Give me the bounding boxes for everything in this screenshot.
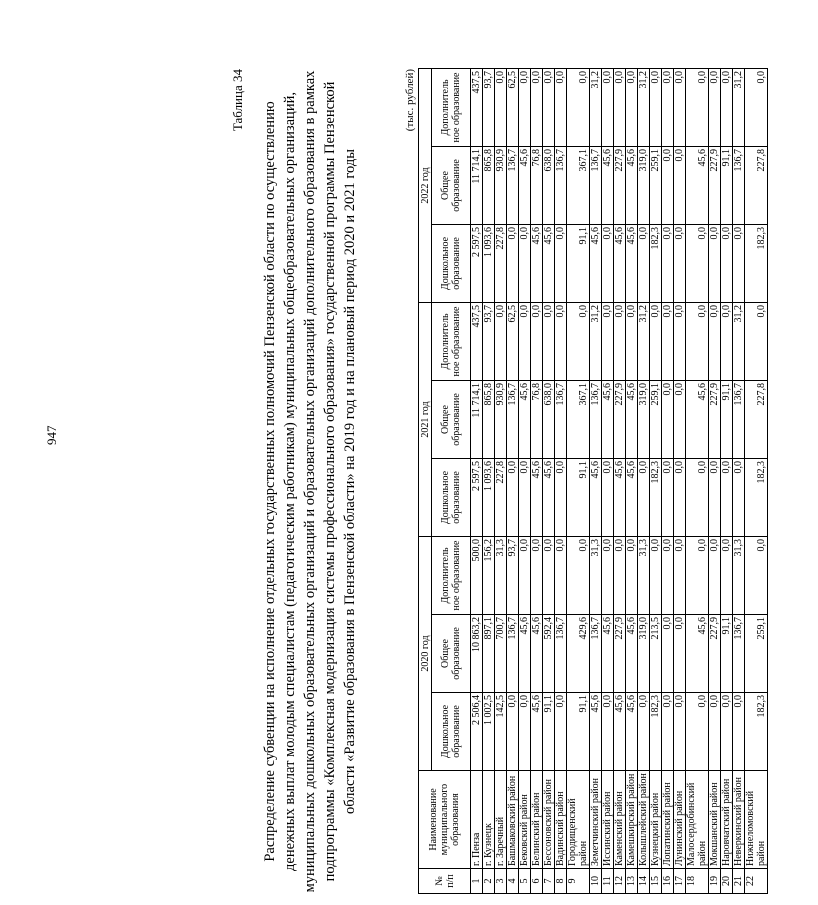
value-cell: 0,0 — [602, 537, 614, 615]
value-cell: 227,8 — [495, 459, 507, 537]
table-row — [567, 69, 590, 894]
value-cell: 91,1 — [567, 693, 590, 771]
row-number: 1 — [471, 869, 483, 894]
header-num: № п/п — [419, 869, 471, 894]
value-cell: 0,0 — [602, 459, 614, 537]
value-cell: 0,0 — [519, 225, 531, 303]
header-general: Общее образование — [432, 615, 471, 693]
value-cell: 0,0 — [662, 537, 674, 615]
value-cell: 45,6 — [531, 615, 543, 693]
table-row — [650, 69, 662, 894]
document-title: Распределение субвенции на исполнение отдельных государственных полномочий Пензенской области по осуществлению денежных выплат молодым специалистам (педагогическим работникам) муниципальных общеобразовательных организаций, муниципальных дошкольных образовательных организаций и образовательных организаций дополнительного образования в рамках подпрограммы «Комплексная модернизация системы профессионального образования» государственной программы Пензенской области «Развитие образования в Пензенской области» на 2019 год и на плановый период 2020 и 2021 годы — [262, 70, 358, 893]
value-cell: 136,7 — [733, 147, 745, 225]
value-cell: 136,7 — [555, 147, 567, 225]
rotated-page-content — [230, 69, 818, 894]
header-preschool: Дошкольное образование — [432, 225, 471, 303]
value-cell: 0,0 — [614, 69, 626, 147]
value-cell: 865,8 — [483, 381, 495, 459]
value-cell: 227,8 — [745, 147, 768, 225]
value-cell: 93,7 — [483, 303, 495, 381]
value-cell: 93,7 — [483, 69, 495, 147]
row-number: 17 — [674, 869, 686, 894]
value-cell: 0,0 — [531, 537, 543, 615]
value-cell: 0,0 — [519, 69, 531, 147]
value-cell: 0,0 — [555, 225, 567, 303]
value-cell: 91,1 — [567, 225, 590, 303]
value-cell: 136,7 — [507, 381, 519, 459]
value-cell: 0,0 — [555, 537, 567, 615]
value-cell: 0,0 — [531, 69, 543, 147]
value-cell: 259,1 — [745, 615, 768, 693]
value-cell: 0,0 — [662, 225, 674, 303]
value-cell: 45,6 — [519, 615, 531, 693]
value-cell: 0,0 — [555, 69, 567, 147]
value-cell: 1 093,6 — [483, 459, 495, 537]
value-cell: 45,6 — [519, 147, 531, 225]
value-cell: 0,0 — [662, 381, 674, 459]
value-cell: 45,6 — [614, 459, 626, 537]
row-number: 9 — [567, 869, 590, 894]
value-cell: 45,6 — [602, 615, 614, 693]
value-cell: 31,2 — [590, 69, 602, 147]
header-general: Общее образование — [432, 381, 471, 459]
value-cell: 0,0 — [686, 69, 709, 147]
value-cell: 10 863,2 — [471, 615, 483, 693]
value-cell: 0,0 — [662, 615, 674, 693]
value-cell: 0,0 — [662, 459, 674, 537]
municipality-name: Бековский район — [519, 771, 531, 869]
municipality-name: Бессоновский район — [543, 771, 555, 869]
value-cell: 0,0 — [674, 537, 686, 615]
value-cell: 0,0 — [686, 537, 709, 615]
row-number: 15 — [650, 869, 662, 894]
value-cell: 136,7 — [507, 147, 519, 225]
value-cell: 45,6 — [626, 381, 638, 459]
value-cell: 76,8 — [531, 147, 543, 225]
value-cell: 930,9 — [495, 147, 507, 225]
value-cell: 0,0 — [674, 693, 686, 771]
value-cell: 897,1 — [483, 615, 495, 693]
value-cell: 0,0 — [674, 147, 686, 225]
table-row — [733, 69, 745, 894]
value-cell: 0,0 — [650, 69, 662, 147]
value-cell: 45,6 — [686, 381, 709, 459]
value-cell: 45,6 — [531, 459, 543, 537]
value-cell: 0,0 — [555, 693, 567, 771]
table-row — [638, 69, 650, 894]
value-cell: 0,0 — [662, 147, 674, 225]
value-cell: 0,0 — [602, 69, 614, 147]
value-cell: 0,0 — [602, 225, 614, 303]
table-row — [626, 69, 638, 894]
value-cell: 45,6 — [519, 381, 531, 459]
value-cell: 0,0 — [686, 459, 709, 537]
municipality-name: Наровчатский район — [721, 771, 733, 869]
value-cell: 437,5 — [471, 69, 483, 147]
value-cell: 45,6 — [543, 459, 555, 537]
table-row — [483, 69, 495, 894]
value-cell: 31,2 — [733, 69, 745, 147]
value-cell: 259,1 — [650, 147, 662, 225]
municipality-name: Камешкирский район — [626, 771, 638, 869]
table-row — [721, 69, 733, 894]
value-cell: 227,9 — [709, 381, 721, 459]
value-cell: 0,0 — [745, 537, 768, 615]
value-cell: 0,0 — [638, 693, 650, 771]
table-row — [614, 69, 626, 894]
value-cell: 31,3 — [590, 537, 602, 615]
value-cell: 319,0 — [638, 615, 650, 693]
value-cell: 45,6 — [626, 147, 638, 225]
value-cell: 31,3 — [638, 537, 650, 615]
value-cell: 0,0 — [614, 537, 626, 615]
row-number: 8 — [555, 869, 567, 894]
value-cell: 182,3 — [745, 693, 768, 771]
value-cell: 0,0 — [626, 69, 638, 147]
value-cell: 0,0 — [650, 303, 662, 381]
table-body — [471, 69, 768, 894]
municipality-name: Белинский район — [531, 771, 543, 869]
value-cell: 45,6 — [531, 693, 543, 771]
value-cell: 227,9 — [709, 147, 721, 225]
municipality-name: Малосердобинский район — [686, 771, 709, 869]
table-row — [543, 69, 555, 894]
value-cell: 45,6 — [614, 693, 626, 771]
header-year-2020: 2020 год — [419, 537, 432, 771]
value-cell: 0,0 — [709, 303, 721, 381]
value-cell: 0,0 — [626, 303, 638, 381]
value-cell: 1 093,6 — [483, 225, 495, 303]
value-cell: 0,0 — [543, 69, 555, 147]
value-cell: 227,8 — [495, 225, 507, 303]
header-preschool: Дошкольное образование — [432, 693, 471, 771]
table-row — [686, 69, 709, 894]
municipality-name: г. Пенза — [471, 771, 483, 869]
value-cell: 0,0 — [662, 303, 674, 381]
value-cell: 0,0 — [674, 381, 686, 459]
table-row — [531, 69, 543, 894]
value-cell: 700,7 — [495, 615, 507, 693]
municipality-name: Башмаковский район — [507, 771, 519, 869]
value-cell: 0,0 — [709, 693, 721, 771]
value-cell: 76,8 — [531, 381, 543, 459]
value-cell: 0,0 — [745, 303, 768, 381]
value-cell: 0,0 — [567, 69, 590, 147]
value-cell: 0,0 — [543, 303, 555, 381]
header-year-2021: 2021 год — [419, 303, 432, 537]
value-cell: 45,6 — [686, 615, 709, 693]
header-additional: Дополнитель ное образование — [432, 69, 471, 147]
value-cell: 45,6 — [614, 225, 626, 303]
value-cell: 2 597,5 — [471, 225, 483, 303]
value-cell: 45,6 — [590, 225, 602, 303]
table-row — [471, 69, 483, 894]
value-cell: 45,6 — [626, 459, 638, 537]
value-cell: 45,6 — [626, 693, 638, 771]
header-year-2022: 2022 год — [419, 69, 432, 303]
value-cell: 0,0 — [495, 303, 507, 381]
value-cell: 429,6 — [567, 615, 590, 693]
table-row — [602, 69, 614, 894]
value-cell: 0,0 — [733, 459, 745, 537]
value-cell: 0,0 — [602, 693, 614, 771]
value-cell: 0,0 — [709, 69, 721, 147]
value-cell: 45,6 — [626, 225, 638, 303]
value-cell: 45,6 — [602, 381, 614, 459]
table-row — [674, 69, 686, 894]
value-cell: 136,7 — [507, 615, 519, 693]
value-cell: 62,5 — [507, 69, 519, 147]
value-cell: 0,0 — [721, 303, 733, 381]
value-cell: 0,0 — [567, 537, 590, 615]
header-general: Общее образование — [432, 147, 471, 225]
table-row — [519, 69, 531, 894]
value-cell: 0,0 — [721, 69, 733, 147]
value-cell: 0,0 — [674, 615, 686, 693]
value-cell: 0,0 — [507, 693, 519, 771]
value-cell: 182,3 — [650, 459, 662, 537]
value-cell: 93,7 — [507, 537, 519, 615]
value-cell: 91,1 — [721, 615, 733, 693]
value-cell: 91,1 — [567, 459, 590, 537]
row-number: 21 — [733, 869, 745, 894]
value-cell: 31,3 — [733, 537, 745, 615]
value-cell: 31,2 — [638, 303, 650, 381]
value-cell: 0,0 — [495, 69, 507, 147]
value-cell: 0,0 — [507, 225, 519, 303]
value-cell: 638,0 — [543, 381, 555, 459]
value-cell: 45,6 — [686, 147, 709, 225]
value-cell: 0,0 — [709, 537, 721, 615]
value-cell: 0,0 — [733, 225, 745, 303]
value-cell: 45,6 — [626, 615, 638, 693]
value-cell: 0,0 — [721, 693, 733, 771]
value-cell: 0,0 — [721, 459, 733, 537]
value-cell: 227,8 — [745, 381, 768, 459]
header-preschool: Дошкольное образование — [432, 459, 471, 537]
value-cell: 227,9 — [614, 147, 626, 225]
value-cell: 11 714,1 — [471, 381, 483, 459]
value-cell: 0,0 — [567, 303, 590, 381]
value-cell: 0,0 — [662, 69, 674, 147]
header-additional: Дополнитель ное образование — [432, 537, 471, 615]
municipality-name: Кузнецкий район — [650, 771, 662, 869]
value-cell: 0,0 — [745, 69, 768, 147]
value-cell: 136,7 — [590, 615, 602, 693]
row-number: 14 — [638, 869, 650, 894]
value-cell: 45,6 — [590, 693, 602, 771]
value-cell: 213,5 — [650, 615, 662, 693]
subvention-table — [418, 68, 768, 894]
value-cell: 182,3 — [650, 225, 662, 303]
table-row — [495, 69, 507, 894]
table-row — [590, 69, 602, 894]
municipality-name: Земетчинский район — [590, 771, 602, 869]
value-cell: 0,0 — [674, 459, 686, 537]
value-cell: 2 506,4 — [471, 693, 483, 771]
value-cell: 156,2 — [483, 537, 495, 615]
value-cell: 45,6 — [590, 459, 602, 537]
row-number: 20 — [721, 869, 733, 894]
table-label: Таблица 34 — [230, 69, 245, 132]
municipality-name: Городищенский район — [567, 771, 590, 869]
municipality-name: Лопатинский район — [662, 771, 674, 869]
value-cell: 227,9 — [614, 615, 626, 693]
value-cell: 0,0 — [650, 537, 662, 615]
value-cell: 182,3 — [745, 459, 768, 537]
municipality-name: Каменский район — [614, 771, 626, 869]
municipality-name: Колышлейский район — [638, 771, 650, 869]
value-cell: 2 597,5 — [471, 459, 483, 537]
row-number: 11 — [602, 869, 614, 894]
value-cell: 227,9 — [709, 615, 721, 693]
value-cell: 182,3 — [650, 693, 662, 771]
municipality-name: Мокшанский район — [709, 771, 721, 869]
table-row — [555, 69, 567, 894]
row-number: 16 — [662, 869, 674, 894]
row-number: 18 — [686, 869, 709, 894]
municipality-name: г. Заречный — [495, 771, 507, 869]
table-row — [662, 69, 674, 894]
value-cell: 0,0 — [507, 459, 519, 537]
table-row — [745, 69, 768, 894]
row-number: 10 — [590, 869, 602, 894]
value-cell: 136,7 — [555, 381, 567, 459]
value-cell: 0,0 — [543, 537, 555, 615]
value-cell: 500,0 — [471, 537, 483, 615]
value-cell: 865,8 — [483, 147, 495, 225]
value-cell: 0,0 — [709, 459, 721, 537]
value-cell: 91,1 — [543, 693, 555, 771]
value-cell: 0,0 — [674, 69, 686, 147]
value-cell: 227,9 — [614, 381, 626, 459]
value-cell: 31,2 — [590, 303, 602, 381]
municipality-name: Неверкинский район — [733, 771, 745, 869]
row-number: 12 — [614, 869, 626, 894]
value-cell: 0,0 — [531, 303, 543, 381]
value-cell: 136,7 — [733, 381, 745, 459]
value-cell: 0,0 — [638, 225, 650, 303]
row-number: 6 — [531, 869, 543, 894]
row-number: 3 — [495, 869, 507, 894]
municipality-name: Нижнеломовский район — [745, 771, 768, 869]
value-cell: 11 714,1 — [471, 147, 483, 225]
value-cell: 367,1 — [567, 147, 590, 225]
value-cell: 0,0 — [555, 459, 567, 537]
header-name: Наименование муниципального образования — [419, 771, 471, 869]
value-cell: 930,9 — [495, 381, 507, 459]
value-cell: 45,6 — [602, 147, 614, 225]
value-cell: 136,7 — [590, 381, 602, 459]
value-cell: 0,0 — [602, 303, 614, 381]
value-cell: 31,2 — [733, 303, 745, 381]
table-row — [709, 69, 721, 894]
value-cell: 136,7 — [555, 615, 567, 693]
value-cell: 0,0 — [638, 459, 650, 537]
value-cell: 45,6 — [543, 225, 555, 303]
value-cell: 0,0 — [519, 537, 531, 615]
value-cell: 1 002,5 — [483, 693, 495, 771]
value-cell: 0,0 — [519, 693, 531, 771]
value-cell: 91,1 — [721, 381, 733, 459]
value-cell: 638,0 — [543, 147, 555, 225]
value-cell: 0,0 — [674, 303, 686, 381]
value-cell: 0,0 — [721, 537, 733, 615]
value-cell: 0,0 — [519, 459, 531, 537]
municipality-name: Вадинский район — [555, 771, 567, 869]
row-number: 7 — [543, 869, 555, 894]
value-cell: 437,5 — [471, 303, 483, 381]
units-label: (тыс. рублей) — [404, 69, 416, 132]
municipality-name: Иссинский район — [602, 771, 614, 869]
value-cell: 0,0 — [674, 225, 686, 303]
value-cell: 592,4 — [543, 615, 555, 693]
value-cell: 91,1 — [721, 147, 733, 225]
municipality-name: Лунинский район — [674, 771, 686, 869]
value-cell: 31,2 — [638, 69, 650, 147]
value-cell: 0,0 — [709, 225, 721, 303]
row-number: 13 — [626, 869, 638, 894]
value-cell: 0,0 — [519, 303, 531, 381]
value-cell: 259,1 — [650, 381, 662, 459]
municipality-name: г. Кузнецк — [483, 771, 495, 869]
row-number: 22 — [745, 869, 768, 894]
value-cell: 319,0 — [638, 381, 650, 459]
table-row — [507, 69, 519, 894]
value-cell: 319,0 — [638, 147, 650, 225]
value-cell: 0,0 — [555, 303, 567, 381]
page-number: 947 — [44, 425, 59, 445]
value-cell: 0,0 — [662, 693, 674, 771]
row-number: 2 — [483, 869, 495, 894]
value-cell: 136,7 — [733, 615, 745, 693]
value-cell: 0,0 — [721, 225, 733, 303]
value-cell: 0,0 — [686, 225, 709, 303]
value-cell: 367,1 — [567, 381, 590, 459]
value-cell: 0,0 — [626, 537, 638, 615]
value-cell: 31,3 — [495, 537, 507, 615]
row-number: 5 — [519, 869, 531, 894]
value-cell: 142,5 — [495, 693, 507, 771]
value-cell: 62,5 — [507, 303, 519, 381]
value-cell: 0,0 — [686, 693, 709, 771]
row-number: 19 — [709, 869, 721, 894]
value-cell: 45,6 — [531, 225, 543, 303]
value-cell: 0,0 — [686, 303, 709, 381]
value-cell: 182,3 — [745, 225, 768, 303]
row-number: 4 — [507, 869, 519, 894]
value-cell: 136,7 — [590, 147, 602, 225]
header-additional: Дополнитель ное образование — [432, 303, 471, 381]
value-cell: 0,0 — [733, 693, 745, 771]
value-cell: 0,0 — [614, 303, 626, 381]
